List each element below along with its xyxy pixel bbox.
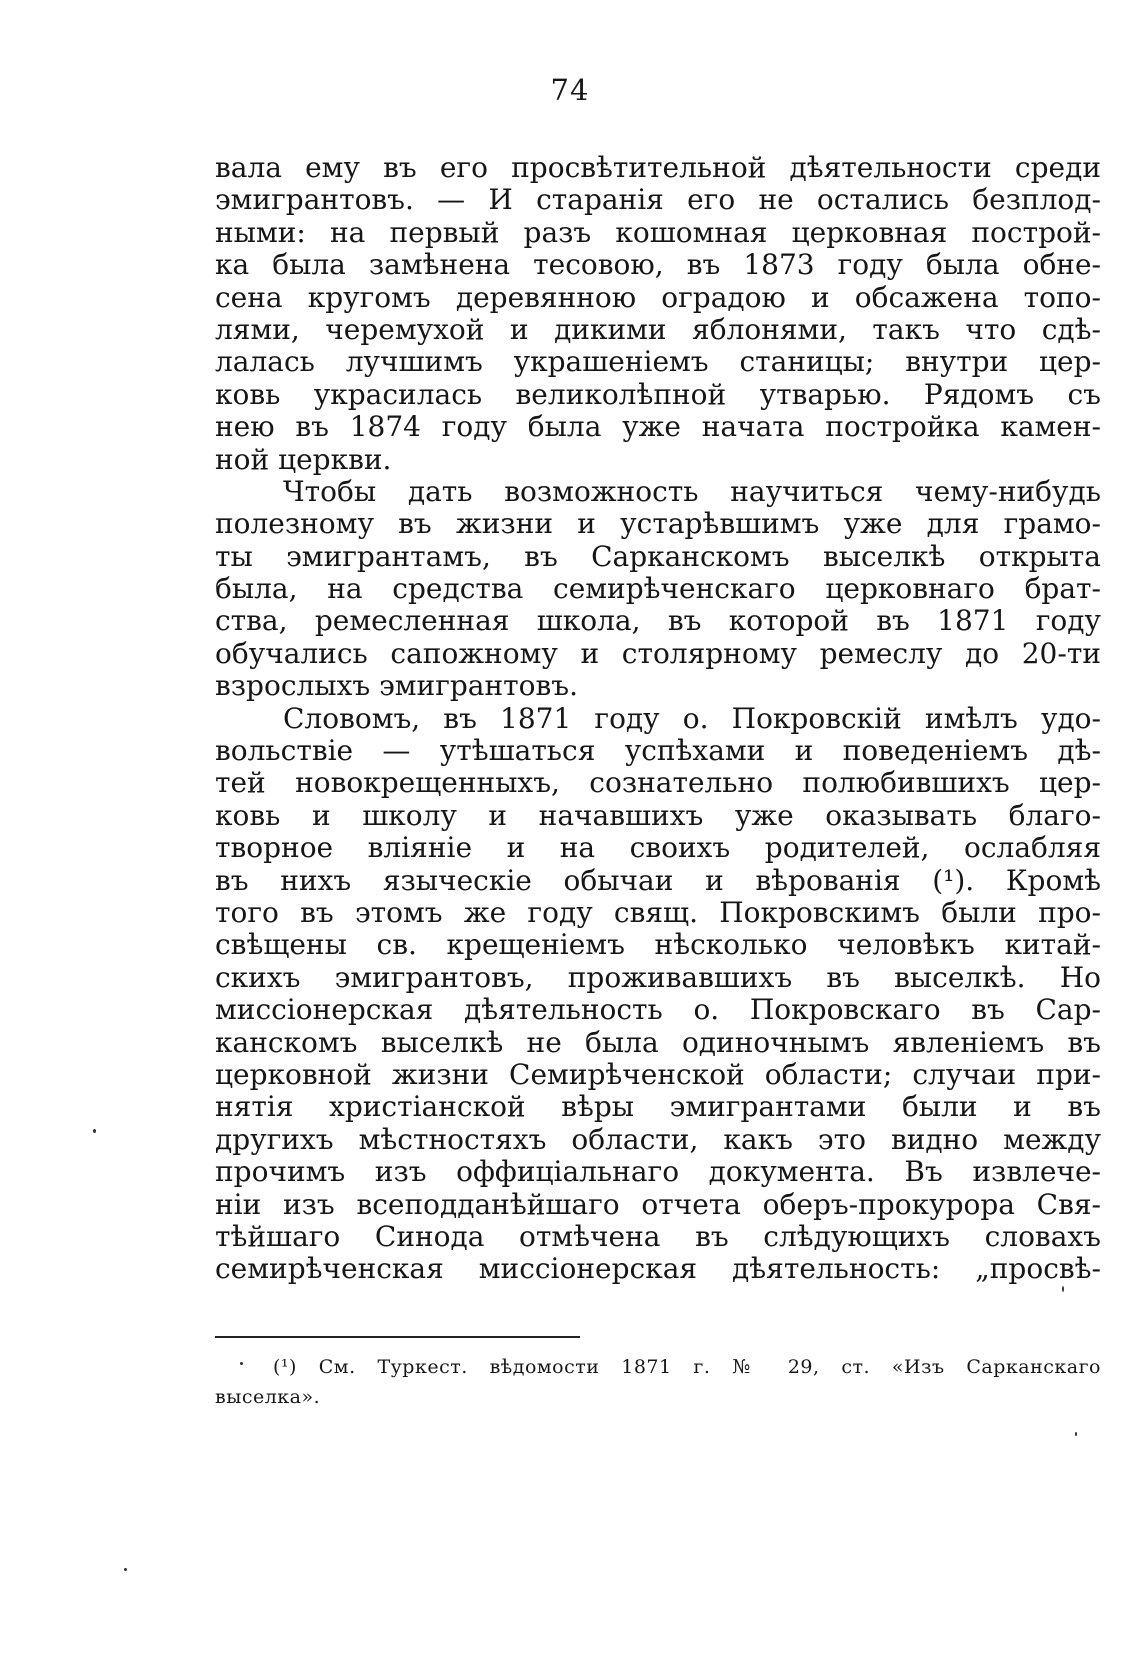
text-line: вала ему въ его просвѣтительной дѣятельности среди xyxy=(215,151,1101,184)
scan-speck xyxy=(124,1568,127,1571)
page-number: 74 xyxy=(550,73,590,107)
text-line: Словомъ, въ 1871 году о. Покровскій имѣлъ удо- xyxy=(283,701,1101,735)
text-line: другихъ мѣстностяхъ области, какъ это видно между xyxy=(215,1122,1101,1156)
text-line: въ нихъ языческіе обычаи и вѣрованія (¹). Кромѣ xyxy=(215,863,1101,897)
text-line: ковь и школу и начавшихъ уже оказывать благо- xyxy=(215,798,1101,832)
footnote-line: (¹) См. Туркест. вѣдомости 1871 г. № 29, ст. «Изъ Сарканскаго xyxy=(273,1356,1101,1378)
scan-speck xyxy=(1062,1286,1064,1292)
text-line: ты эмигрантамъ, въ Сарканскомъ выселкѣ открыта xyxy=(215,539,1101,573)
text-line: свѣщены св. крещеніемъ нѣсколько человѣкъ китай- xyxy=(215,928,1101,962)
text-line: ными: на первый разъ кошомная церковная построй- xyxy=(215,215,1101,249)
footnote-separator xyxy=(215,1336,580,1338)
text-line: того въ этомъ же году свящ. Покровскимъ были про- xyxy=(215,895,1101,929)
text-line: вольствіе — утѣшаться успѣхами и поведеніемъ дѣ- xyxy=(215,734,1101,768)
text-line: скихъ эмигрантовъ, проживавшихъ въ выселкѣ. Но xyxy=(215,960,1101,994)
text-line: прочимъ изъ оффиціальнаго документа. Въ извлече- xyxy=(215,1155,1101,1189)
text-line: нею въ 1874 году была уже начата постройка камен- xyxy=(215,410,1101,444)
text-line: Чтобы дать возможность научиться чему-нибудь xyxy=(283,474,1101,508)
body-text xyxy=(215,152,1101,1286)
text-line: тей новокрещенныхъ, сознательно полюбившихъ цер- xyxy=(215,766,1101,800)
text-line: ка была замѣнена тесовою, въ 1873 году была обне- xyxy=(215,248,1101,282)
text-line: сена кругомъ деревянною оградою и обсажена топо- xyxy=(215,280,1101,314)
text-line: была, на средства семирѣченскаго церковнаго брат- xyxy=(215,572,1101,606)
text-line: нятія христіанской вѣры эмигрантами были и въ xyxy=(215,1090,1101,1124)
footnote xyxy=(215,1352,1101,1412)
text-line: семирѣченская миссіонерская дѣятельность: „просвѣ- xyxy=(215,1252,1101,1286)
text-line: обучались сапожному и столярному ремеслу до 20-ти xyxy=(215,636,1101,670)
text-line: творное вліяніе и на своихъ родителей, ослабляя xyxy=(215,831,1101,865)
text-line: тѣйшаго Синода отмѣчена въ слѣдующихъ словахъ xyxy=(215,1219,1101,1253)
text-line: взрослыхъ эмигрантовъ. xyxy=(215,669,578,703)
text-line: лалась лучшимъ украшеніемъ станицы; внутри цер- xyxy=(215,345,1101,379)
text-line: церковной жизни Семирѣченской области; случаи при- xyxy=(215,1057,1101,1091)
text-line: полезному въ жизни и устарѣвшимъ уже для грамо- xyxy=(215,507,1101,541)
scan-speck xyxy=(1075,1432,1077,1436)
scan-speck xyxy=(93,1129,96,1133)
text-line: лями, черемухой и дикими яблонями, такъ что сдѣ- xyxy=(215,312,1101,346)
text-line: эмигрантовъ. — И старанія его не остались безплод- xyxy=(215,183,1101,217)
text-line: ной церкви. xyxy=(215,442,392,476)
text-line: ковь украсилась великолѣпной утварью. Рядомъ съ xyxy=(215,377,1101,411)
footnote-line: выселка». xyxy=(215,1386,321,1408)
text-line: миссіонерская дѣятельность о. Покровскаго въ Сар- xyxy=(215,993,1101,1027)
text-line: ніи изъ всеподданѣйшаго отчета оберъ-прокурора Свя- xyxy=(215,1187,1101,1221)
text-line: ства, ремесленная школа, въ которой въ 1871 году xyxy=(215,604,1101,638)
scan-speck xyxy=(240,1362,243,1365)
text-line: канскомъ выселкѣ не была одиночнымъ явленіемъ въ xyxy=(215,1025,1101,1059)
